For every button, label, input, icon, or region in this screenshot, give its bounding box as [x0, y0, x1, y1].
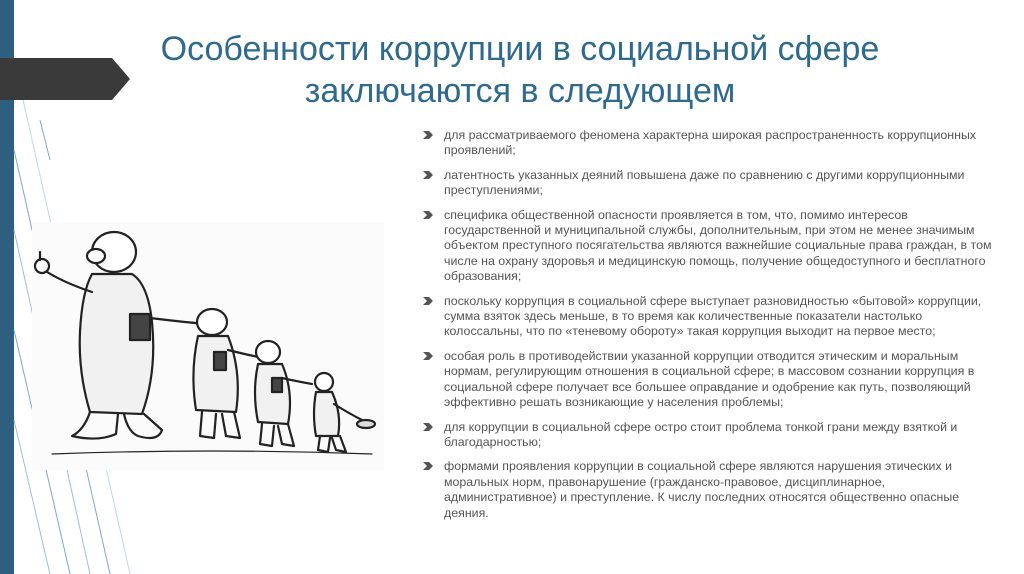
arrow-bullet-icon	[422, 460, 434, 472]
arrow-bullet-icon	[422, 295, 434, 307]
bullet-list	[418, 128, 1000, 530]
slide-title	[70, 28, 970, 112]
bullet-item	[418, 128, 1000, 159]
bullet-text: латентность указанных деяний повышена даже по сравнению с другими коррупционными преступлениями;	[444, 167, 965, 198]
bullet-text: особая роль в противодействии указанной коррупции отводится этическим и моральным нормам, регулирующим отношения в социальной сфере; в массовом сознании коррупция в социальной сфере получает все большее оправдание и одобрение как путь, позволяющий эффективно решать возникающие у населения проблемы;	[444, 348, 975, 410]
arrow-bullet-icon	[422, 169, 434, 181]
arrow-bullet-icon	[422, 209, 434, 221]
bullet-text: специфика общественной опасности проявляется в том, что, помимо интересов государственной и муниципальной службы, дополнительным, при этом не менее значимым объектом преступного посягательства являются важнейшие социальные права граждан, в том числе на охрану здоровья и медицинскую помощь, получение общедоступного и бесплатного образования;	[444, 207, 992, 284]
arrow-bullet-icon	[422, 129, 434, 141]
arrow-bullet-icon	[422, 350, 434, 362]
title-line-2: заключаются в следующем	[304, 72, 736, 110]
title-line-1: Особенности коррупции в социальной сфере	[160, 30, 880, 68]
bullet-text: для рассматриваемого феномена характерна широкая распространенность коррупционных проявлений;	[444, 128, 977, 158]
bullet-text: для коррупции в социальной сфере остро стоит проблема тонкой грани между взяткой и благодарностью;	[444, 419, 958, 449]
bullet-item	[418, 420, 1000, 451]
cartoon-officials-image	[32, 222, 384, 470]
bullet-item	[418, 168, 1000, 199]
bullet-item	[418, 349, 1000, 411]
bullet-text: формами проявления коррупции в социальной сфере являются нарушения этических и моральных норм, правонарушение (гражданско-правовое, дисциплинарное, административное) и преступление. К числу последних относятся общественно опасные деяния.	[444, 459, 960, 520]
bullet-text: поскольку коррупция в социальной сфере выступает разновидностью «бытовой» коррупции, сумма взяток здесь меньше, в то время как количественные показатели настолько колоссальны, что по «теневому обороту» такая коррупция выходит на первое место;	[444, 293, 982, 339]
bullet-item	[418, 208, 1000, 285]
arrow-bullet-icon	[422, 421, 434, 433]
cartoon-illustration	[32, 222, 384, 470]
bullet-item	[418, 459, 1000, 521]
bullet-item	[418, 294, 1000, 340]
